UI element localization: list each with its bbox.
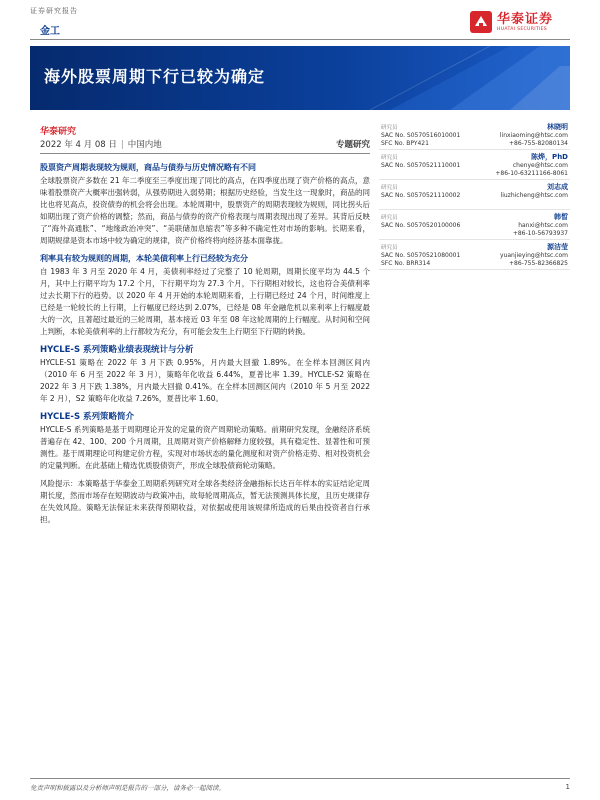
banner-decoration	[310, 46, 570, 110]
analyst-sfc: SFC No. BPY421	[381, 140, 429, 147]
analyst-role: 研究员	[381, 155, 398, 161]
logo-mark-icon	[470, 11, 492, 33]
section-body: HYCLE-S 系列策略是基于周期理论开发的定量的资产周期轮动策略。前期研究发现，金融经济系统普遍存在 42、100、200 个月周期，且周期对资产价格解释力度较强，具有稳定性、显著性和可预测性。基于周期理论可构建定价方程，实现对市场状态的量化测度和对资产价格走势、相对投资机会的定量判断。在此基础上精选优质股债资产，形成全球股债商轮动策略。	[40, 425, 370, 470]
analyst-sidebar	[379, 120, 570, 270]
analyst-card	[379, 120, 570, 150]
research-org: 华泰研究	[40, 127, 77, 137]
brand-logo	[470, 8, 570, 36]
report-region: 中国内地	[127, 140, 162, 150]
analyst-phone: +86-755-82080134	[509, 140, 568, 147]
section-heading: HYCLE-S 系列策略业绩表现统计与分析	[40, 345, 194, 355]
analyst-name: 陈烨，PhD	[531, 153, 568, 161]
analyst-card	[379, 210, 570, 240]
section-label: 金工	[40, 26, 60, 37]
analyst-email[interactable]: yuanjieying@htsc.com	[500, 252, 568, 259]
analyst-sac: SAC No. S0570520100006	[381, 222, 461, 229]
report-date: 2022 年 4 月 08 日	[40, 140, 117, 150]
meta-divider	[40, 153, 370, 154]
logo-name-en: HUATAI SECURITIES	[497, 26, 548, 32]
report-type: 专题研究	[335, 140, 370, 150]
analyst-role: 研究员	[381, 185, 398, 191]
analyst-name: 源洁莹	[547, 243, 568, 251]
analyst-phone: +86-10-63211166-8061	[495, 170, 568, 177]
analyst-email[interactable]: linxiaoming@htsc.com	[499, 132, 568, 139]
analyst-card	[379, 240, 570, 270]
analyst-name: 林晓明	[547, 123, 568, 131]
footer-divider	[30, 778, 570, 779]
analyst-sac: SAC No. S0570521110002	[381, 192, 461, 199]
analyst-sfc: SFC No. BRR314	[381, 260, 431, 267]
section-body: 全球股票资产多数在 21 年二季度至三季度出现了同比的高点，在四季度出现了资产价格的高点，意味着股票资产大概率出强转弱，从强势期进入弱势期；根据历史经验，当发生这一现象时，商品的同比也将见高点，投资债券的机会将会出现。本轮周期中，股票资产的周期表现较为规则，同比拐头后如期出现了资产价格的调整；然而，商品与债券的资产价格表现与周期表现出现了差异。其背后反映了“海外高通胀”、“地缘政治冲突”、“美联储加息缩表”等多种不确定性对市场的影响。长期来看，周期规律是资本市场中较为确定的规律，资产价格终将向经济基本面靠拢。	[40, 176, 370, 245]
analyst-card	[379, 150, 570, 180]
analyst-email[interactable]: hanxi@htsc.com	[518, 222, 568, 229]
logo-name-cn: 华泰证券	[497, 11, 554, 27]
meta-separator: |	[120, 140, 124, 150]
header-divider	[30, 39, 570, 40]
analyst-phone: +86-755-82366825	[509, 260, 568, 267]
section-body: 自 1983 年 3 月至 2020 年 4 月，美债利率经过了完整了 10 轮周期，周期长度平均为 44.5 个月，其中上行期平均为 17.2 个月，下行期平均为 27.3 个月，下行期相对较长，这也符合美债利率过去长期下行的趋势。以 2020 年 4 月开始的本轮周期来看，上行期已经过 24 个月，时间维度上已经是一轮较长的上行期，上行幅度已经达到 2.07%，已经是 08 年金融危机以来利率上行幅度最大的一次，且著超过最近的三轮周期，基本接近 03 年至 08 年这轮周期的上行幅度。从时间和空间上判断，本轮美债利率的上行都较为充分，有可能会发生上行期至下行期的转换。	[40, 267, 370, 336]
meta-row	[40, 138, 370, 152]
analyst-card	[379, 180, 570, 210]
analyst-role: 研究员	[381, 125, 398, 131]
report-title: 海外股票周期下行已较为确定	[44, 67, 266, 86]
title-banner	[30, 46, 570, 110]
analyst-email[interactable]: liuzhicheng@htsc.com	[500, 192, 568, 199]
analyst-name: 刘志成	[547, 183, 568, 191]
section-heading: 利率具有较为规则的周期，本轮美债利率上行已经较为充分	[40, 254, 248, 263]
analyst-phone: +86-10-56793937	[512, 230, 568, 237]
section-body: HYCLE-S1 策略在 2022 年 3 月下跌 0.95%，月内最大回撤 1.89%。在全样本回测区间内（2010 年 6 月至 2022 年 3 月），策略年化收益 6.44%，夏普比率 1.39。HYCLE-S2 策略在 2022 年 3 月下跌 1.38%，月内最大回撤 0.41%。在全样本回测区间内（2010 年 5 月至 2022 年 2 月），S2 策略年化收益 7.26%，夏普比率 1.60。	[40, 358, 370, 403]
main-content	[40, 162, 370, 526]
analyst-role: 研究员	[381, 245, 398, 251]
risk-warning: 风险提示：本策略基于华泰金工周期系列研究对全球各类经济金融指标长达百年样本的实证结论定周期长度，然而市场存在短期波动与政策冲击，故每轮周期高点，暂无法预测具体长度，且历史规律存在失效风险。策略无法保证未来获得预期收益，对依据或使用该规律所造成的后果由投资者自行承担。	[40, 479, 370, 524]
report-category-label: 证券研究报告	[30, 7, 78, 15]
analyst-sac: SAC No. S0570516010001	[381, 132, 461, 139]
section-heading: 股票资产周期表现较为规则，商品与债券与历史情况略有不同	[40, 163, 256, 172]
analyst-role: 研究员	[381, 215, 398, 221]
analyst-sac: SAC No. S0570521080001	[381, 252, 461, 259]
page-number: 1	[565, 783, 570, 791]
analyst-sac: SAC No. S0570521110001	[381, 162, 461, 169]
section-heading: HYCLE-S 系列策略简介	[40, 412, 135, 422]
analyst-name: 韩晳	[554, 213, 568, 221]
footer-disclaimer: 免责声明和披露以及分析师声明是报告的一部分，请务必一起阅读。	[30, 784, 225, 792]
analyst-email[interactable]: chenye@htsc.com	[512, 162, 568, 169]
